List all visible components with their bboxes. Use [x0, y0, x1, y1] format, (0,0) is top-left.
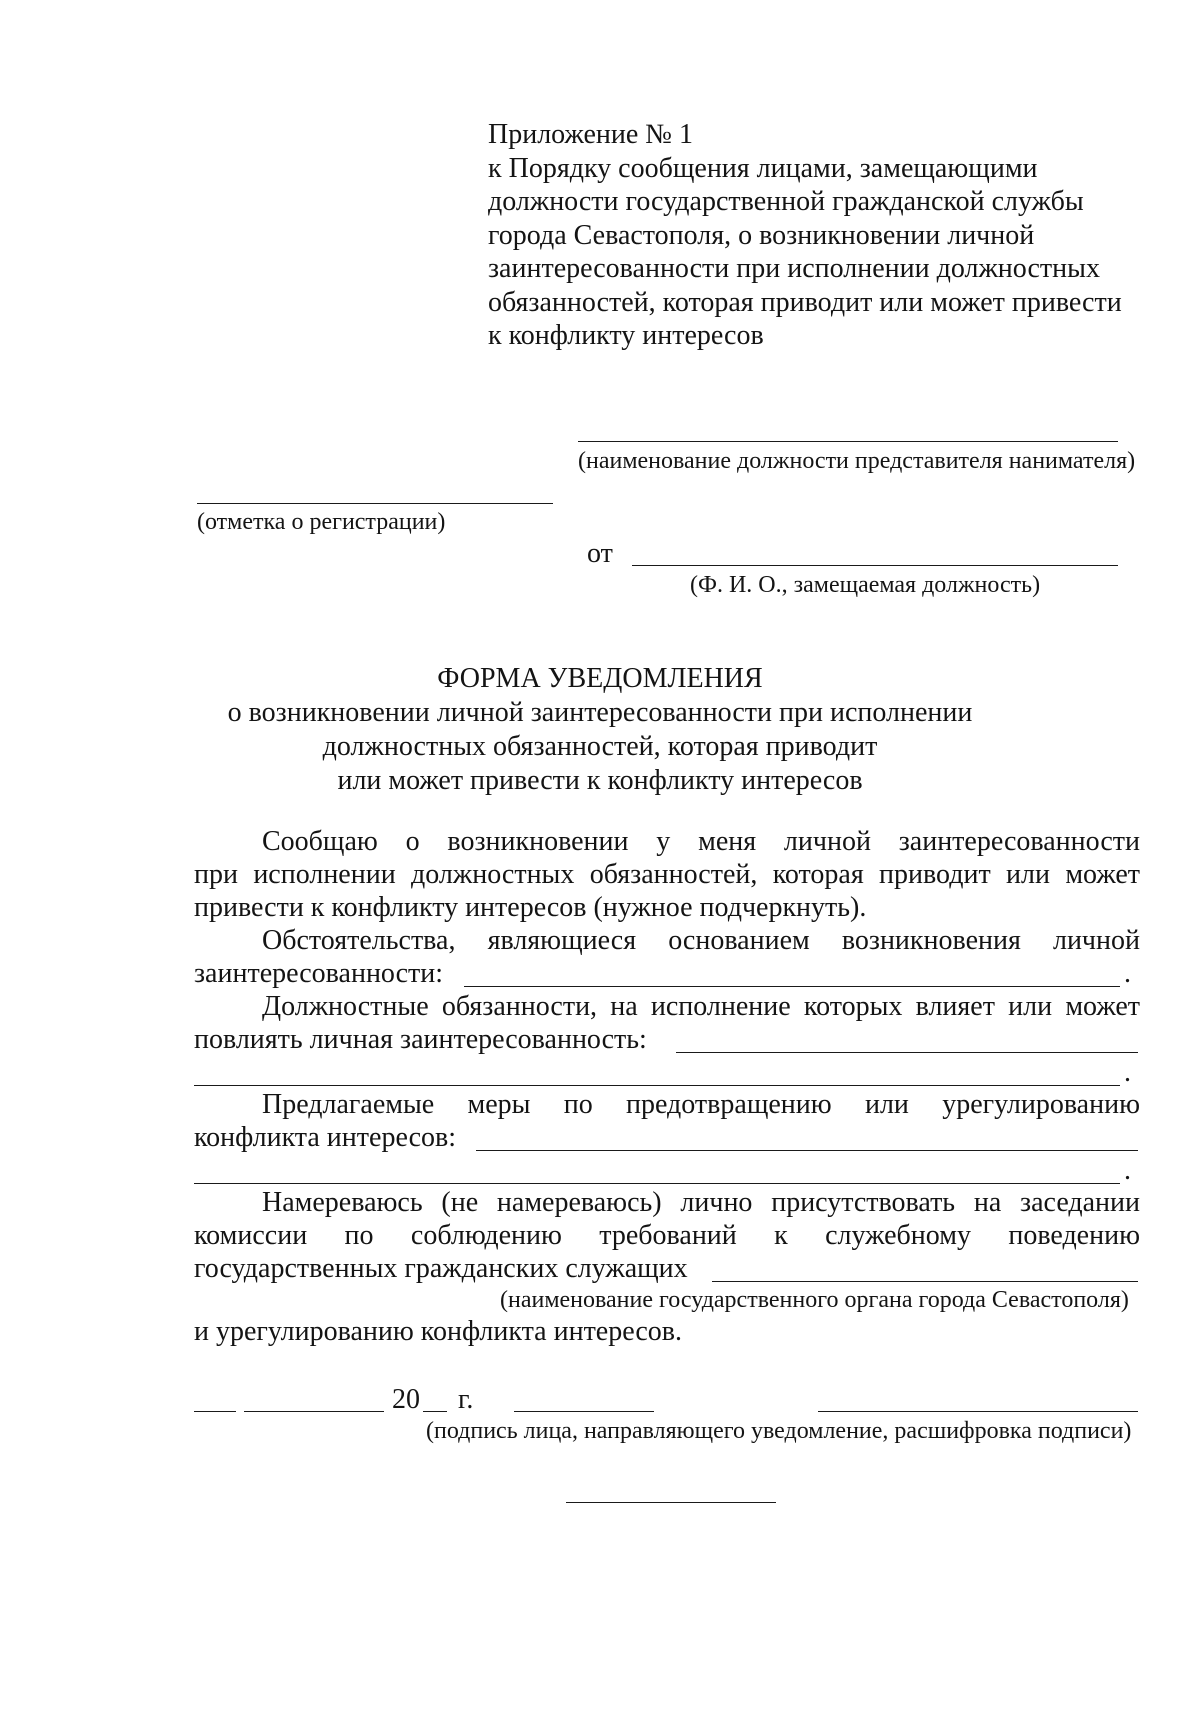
registration-caption: (отметка о регистрации): [197, 509, 446, 535]
signature-decryption-line[interactable]: [818, 1411, 1138, 1412]
employer-field-line[interactable]: [578, 441, 1118, 442]
appendix-line: города Севастополя, о возникновении личной: [488, 219, 1035, 251]
p2-label: заинтересованности:: [194, 958, 444, 989]
p3-label: повлиять личная заинтересованность:: [194, 1024, 647, 1055]
year-suffix: г.: [458, 1384, 474, 1415]
end-rule: [566, 1502, 776, 1503]
date-year-line[interactable]: [423, 1411, 447, 1412]
p4-label: конфликта интересов:: [194, 1122, 456, 1153]
appendix-block: [488, 118, 1122, 353]
appendix-line: к конфликту интересов: [488, 320, 764, 351]
signature-caption: (подпись лица, направляющего уведомление, расшифровка подписи): [426, 1418, 1132, 1444]
duties-field-line-1[interactable]: [676, 1052, 1138, 1053]
appendix-line: должности государственной гражданской службы: [488, 186, 1084, 217]
p4-line-1: Предлагаемые меры по предотвращению или урегулированию: [262, 1089, 1140, 1120]
p3-line-1: Должностные обязанности, на исполнение которых влияет или может: [262, 991, 1140, 1022]
agency-field-line[interactable]: [712, 1281, 1138, 1282]
employer-caption: (наименование должности представителя нанимателя): [578, 448, 1136, 474]
appendix-line: к Порядку сообщения лицами, замещающими: [488, 152, 1038, 184]
form-subtitle-line: должностных обязанностей, которая приводит: [322, 731, 878, 762]
p1-line-3: привести к конфликту интересов (нужное подчеркнуть).: [194, 892, 867, 923]
period-mark: .: [1124, 1155, 1131, 1186]
appendix-line: Приложение № 1: [488, 119, 693, 150]
duties-field-line-2[interactable]: [194, 1085, 1120, 1086]
circumstances-field-line[interactable]: [464, 986, 1120, 987]
form-heading: ФОРМА УВЕДОМЛЕНИЯ: [437, 663, 763, 694]
fio-caption: (Ф. И. О., замещаемая должность): [690, 572, 1041, 598]
from-label: от: [587, 538, 613, 569]
form-subtitle-line: о возникновении личной заинтересованности при исполнении: [227, 697, 973, 728]
period-mark: .: [1124, 1057, 1131, 1088]
agency-caption: (наименование государственного органа города Севастополя): [500, 1287, 1129, 1313]
signature-line[interactable]: [514, 1411, 654, 1412]
p5-line-2: комиссии по соблюдению требований к служебному поведению: [194, 1220, 1140, 1251]
registration-field-line[interactable]: [197, 503, 553, 504]
p5-line-1: Намереваюсь (не намереваюсь) лично присутствовать на заседании: [262, 1187, 1140, 1218]
p1-line-2: при исполнении должностных обязанностей, которая приводит или может: [194, 859, 1140, 890]
p2-line-1: Обстоятельства, являющиеся основанием возникновения личной: [262, 925, 1140, 956]
appendix-line: заинтересованности при исполнении должностных: [488, 253, 1100, 284]
p1-line-1: Сообщаю о возникновении у меня личной заинтересованности: [262, 826, 1140, 857]
year-prefix: 20: [392, 1384, 420, 1415]
form-title: [0, 662, 1200, 798]
date-day-line[interactable]: [194, 1411, 236, 1412]
appendix-line: обязанностей, которая приводит или может привести: [488, 286, 1122, 318]
measures-field-line-1[interactable]: [476, 1150, 1138, 1151]
p5-line-4: и урегулированию конфликта интересов.: [194, 1316, 683, 1347]
date-month-line[interactable]: [244, 1411, 384, 1412]
p5-label: государственных гражданских служащих: [194, 1253, 688, 1284]
measures-field-line-2[interactable]: [194, 1183, 1120, 1184]
form-subtitle-line: или может привести к конфликту интересов: [337, 765, 863, 796]
fio-field-line[interactable]: [632, 565, 1118, 566]
period-mark: .: [1124, 958, 1131, 989]
